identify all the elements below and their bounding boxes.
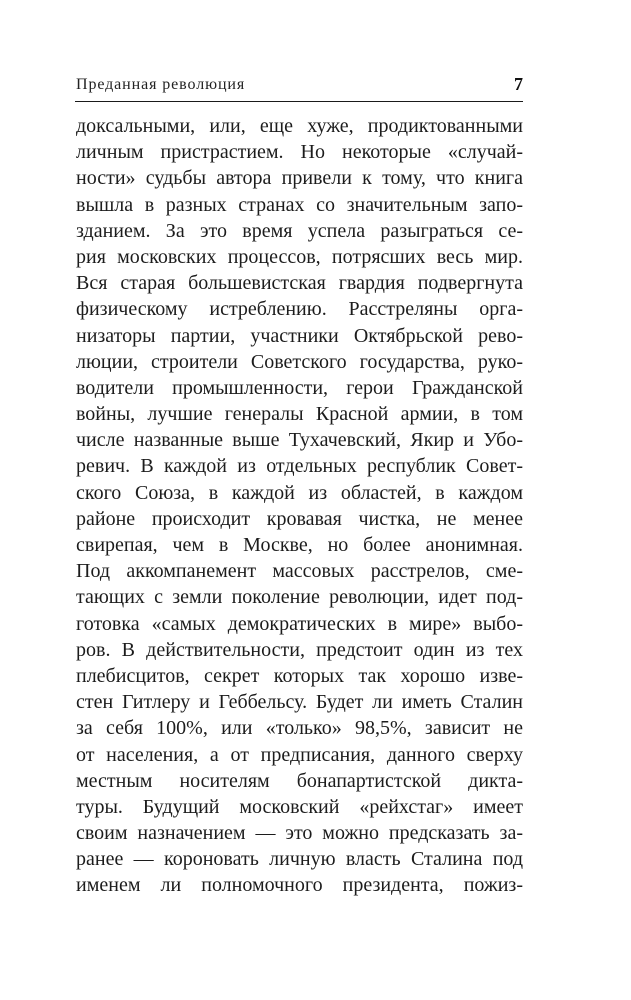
text-line: за себя 100%, или «только» 98,5%, зависит не xyxy=(76,717,523,740)
text-line: готовка «самых демократических в мире» выбо- xyxy=(76,612,523,635)
text-line: ров. В действительности, предстоит один из тех xyxy=(76,638,523,661)
text-line: своим назначением — это можно предсказать за- xyxy=(76,822,523,845)
text-line: низаторы партии, участники Октябрьской рево- xyxy=(76,324,523,347)
text-line: вышла в разных странах со значительным запо- xyxy=(76,193,523,216)
text-line: плебисцитов, секрет которых так хорошо изве- xyxy=(76,664,523,687)
text-line: именем ли полномочного президента, пожиз- xyxy=(76,874,523,897)
header-rule xyxy=(75,101,523,102)
text-line: районе происходит кровавая чистка, не менее xyxy=(76,507,523,530)
text-line: свирепая, чем в Москве, но более анонимная. xyxy=(76,534,523,556)
text-line: зданием. За это время успела разыграться се- xyxy=(76,219,523,242)
text-line: ского Союза, в каждой из областей, в каждом xyxy=(76,481,523,504)
text-line: от населения, а от предписания, данного сверху xyxy=(76,743,523,766)
text-line: ранее — короновать личную власть Сталина под xyxy=(76,848,523,871)
text-line: доксальными, или, еще хуже, продиктованными xyxy=(76,115,523,137)
header-title: Преданная революция xyxy=(76,76,246,93)
running-header xyxy=(76,74,523,98)
text-line: числе названные выше Тухачевский, Якир и Убо- xyxy=(76,429,523,452)
text-line: личным пристрастием. Но некоторые «случай- xyxy=(76,141,523,164)
text-line: ности» судьбы автора привели к тому, что книга xyxy=(76,167,523,190)
text-line: люции, строители Советского государства, руко- xyxy=(76,350,523,373)
body-text xyxy=(76,113,523,899)
text-line: тающих с земли поколение революции, идет под- xyxy=(76,586,523,609)
text-line: физическому истреблению. Расстреляны орга- xyxy=(76,298,523,321)
text-line: туры. Будущий московский «рейхстаг» имеет xyxy=(76,795,523,818)
text-line: местным носителям бонапартистской дикта- xyxy=(76,769,523,792)
text-line: Под аккомпанемент массовых расстрелов, сме- xyxy=(76,560,523,583)
text-line: ревич. В каждой из отдельных республик Совет- xyxy=(76,455,523,478)
text-line: войны, лучшие генералы Красной армии, в том xyxy=(76,403,523,426)
text-line: водители промышленности, герои Гражданской xyxy=(76,376,523,399)
text-line: рия московских процессов, потрясших весь мир. xyxy=(76,245,523,268)
text-line: стен Гитлеру и Геббельсу. Будет ли иметь Сталин xyxy=(76,691,523,714)
text-line: Вся старая большевистская гвардия подвергнута xyxy=(76,272,523,295)
page-number: 7 xyxy=(514,74,523,94)
